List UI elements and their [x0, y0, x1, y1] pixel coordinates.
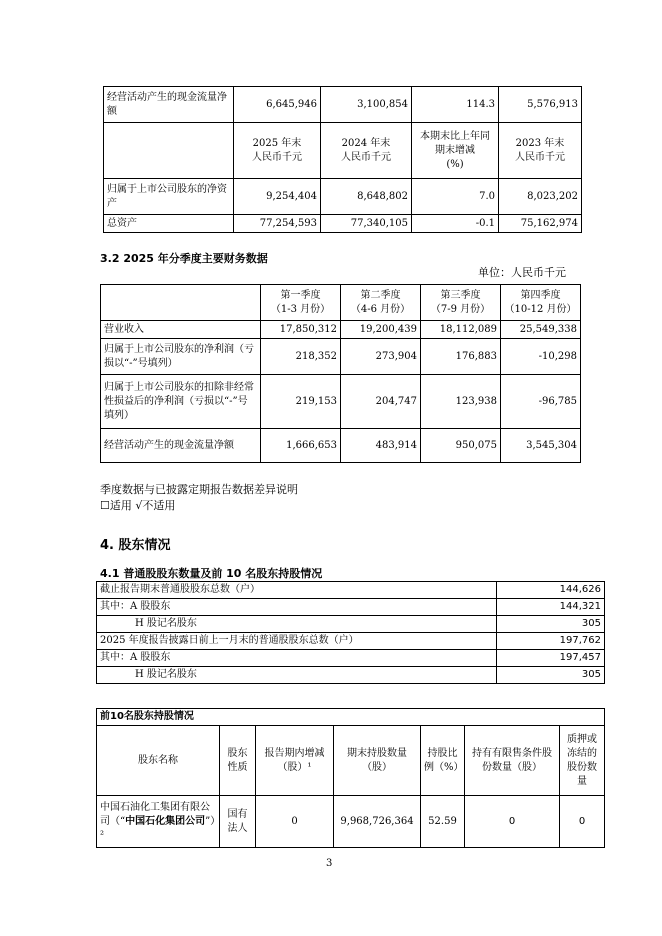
cell-value: 483,914	[341, 429, 421, 463]
cell-value: 144,321	[497, 599, 605, 616]
column-header: 质押或冻结的股份数量	[560, 726, 605, 796]
quarterly-note: 季度数据与已披露定期报告数据差异说明	[100, 483, 298, 496]
cell-value: 9,968,726,364	[334, 796, 421, 848]
shareholder-count-table	[96, 581, 605, 684]
financial-summary-table	[103, 86, 582, 233]
unit-label: 单位：人民币千元	[478, 266, 566, 279]
cell-value: 0	[465, 796, 560, 848]
table-row	[101, 429, 581, 463]
cell-value: -0.1	[412, 215, 499, 233]
page-number: 3	[326, 858, 333, 869]
cell-value: -10,298	[501, 339, 581, 375]
top10-title: 前10名股东持股情况	[97, 709, 605, 726]
row-label: H 股记名股东	[97, 616, 497, 633]
section-4-1-title: 4.1 普通股股东数量及前 10 名股东持股情况	[100, 567, 323, 580]
column-header: 持股比例（%）	[421, 726, 465, 796]
cell-value: 18,112,089	[421, 321, 501, 339]
row-label: H 股记名股东	[97, 667, 497, 684]
row-label: 经营活动产生的现金流量净额	[104, 87, 234, 123]
cell-value: 6,645,946	[234, 87, 321, 123]
row-label: 其中：A 股股东	[97, 650, 497, 667]
column-header: 2024 年末 人民币千元	[321, 123, 412, 179]
cell-value: 0	[560, 796, 605, 848]
shareholder-name: 中国石油化工集团有限公司（“中国石化集团公司”）²	[97, 796, 220, 848]
table-row	[101, 321, 581, 339]
column-header: 2023 年末 人民币千元	[499, 123, 582, 179]
column-header: 期末持股数量（股）	[334, 726, 421, 796]
table-row	[101, 375, 581, 429]
column-header: 持有有限售条件股份数量（股）	[465, 726, 560, 796]
column-header: 股东名称	[97, 726, 220, 796]
cell-value: 77,254,593	[234, 215, 321, 233]
cell-value: 197,457	[497, 650, 605, 667]
row-label: 其中：A 股股东	[97, 599, 497, 616]
table-title-row	[97, 709, 605, 726]
row-label: 经营活动产生的现金流量净额	[101, 429, 261, 463]
cell-value: 17,850,312	[261, 321, 341, 339]
table-header-row	[101, 285, 581, 321]
applicability-note: ☐适用 √不适用	[100, 499, 176, 512]
row-label: 2025 年度报告披露日前上一月末的普通股股东总数（户）	[97, 633, 497, 650]
cell-value: 273,904	[341, 339, 421, 375]
column-header: 第四季度 （10-12 月份）	[501, 285, 581, 321]
row-label: 归属于上市公司股东的净利润（亏损以“-”号填列）	[101, 339, 261, 375]
row-label: 总资产	[104, 215, 234, 233]
table-row	[104, 179, 582, 215]
table-header-row	[97, 726, 605, 796]
column-header: 报告期内增减（股）¹	[256, 726, 334, 796]
cell-value: 77,340,105	[321, 215, 412, 233]
cell-value: 19,200,439	[341, 321, 421, 339]
shareholder-nature: 国有法人	[220, 796, 256, 848]
cell-value: 204,747	[341, 375, 421, 429]
column-header: 股东性质	[220, 726, 256, 796]
cell-value: 75,162,974	[499, 215, 582, 233]
table-row	[97, 633, 605, 650]
row-label: 截止报告期末普通股股东总数（户）	[97, 582, 497, 599]
cell-value: 5,576,913	[499, 87, 582, 123]
cell-value: 218,352	[261, 339, 341, 375]
column-header: 2025 年末 人民币千元	[234, 123, 321, 179]
cell-value: 114.3	[412, 87, 499, 123]
cell-value: 9,254,404	[234, 179, 321, 215]
cell-value: 3,545,304	[501, 429, 581, 463]
table-row	[97, 599, 605, 616]
cell-value: 197,762	[497, 633, 605, 650]
row-label: 营业收入	[101, 321, 261, 339]
cell-value: 144,626	[497, 582, 605, 599]
table-row	[97, 796, 605, 848]
quarterly-table	[100, 284, 581, 463]
cell-value: 52.59	[421, 796, 465, 848]
cell-value: 8,023,202	[499, 179, 582, 215]
table-row	[101, 339, 581, 375]
top10-shareholders-table	[96, 708, 605, 848]
cell-value: 8,648,802	[321, 179, 412, 215]
column-header: 第二季度 （4-6 月份）	[341, 285, 421, 321]
table-row	[104, 215, 582, 233]
table-row	[97, 582, 605, 599]
cell-value: 123,938	[421, 375, 501, 429]
cell-value: 305	[497, 616, 605, 633]
table-row	[97, 650, 605, 667]
table-row	[97, 616, 605, 633]
cell-value: 176,883	[421, 339, 501, 375]
column-header: 第一季度 （1-3 月份）	[261, 285, 341, 321]
cell-value: 1,666,653	[261, 429, 341, 463]
table-header-row	[104, 123, 582, 179]
cell-value: -96,785	[501, 375, 581, 429]
cell-value: 305	[497, 667, 605, 684]
cell-value: 219,153	[261, 375, 341, 429]
table-row	[104, 87, 582, 123]
column-header: 本期末比上年同 期末增减 (%)	[412, 123, 499, 179]
row-label: 归属于上市公司股东的净资产	[104, 179, 234, 215]
cell-value: 3,100,854	[321, 87, 412, 123]
cell-value: 950,075	[421, 429, 501, 463]
section-3-2-title: 3.2 2025 年分季度主要财务数据	[100, 252, 268, 265]
column-header: 第三季度 （7-9 月份）	[421, 285, 501, 321]
cell-value: 25,549,338	[501, 321, 581, 339]
table-row	[97, 667, 605, 684]
cell-value: 7.0	[412, 179, 499, 215]
section-4-title: 4. 股东情况	[100, 538, 171, 553]
cell-value: 0	[256, 796, 334, 848]
row-label: 归属于上市公司股东的扣除非经常性损益后的净利润（亏损以“-”号填列）	[101, 375, 261, 429]
